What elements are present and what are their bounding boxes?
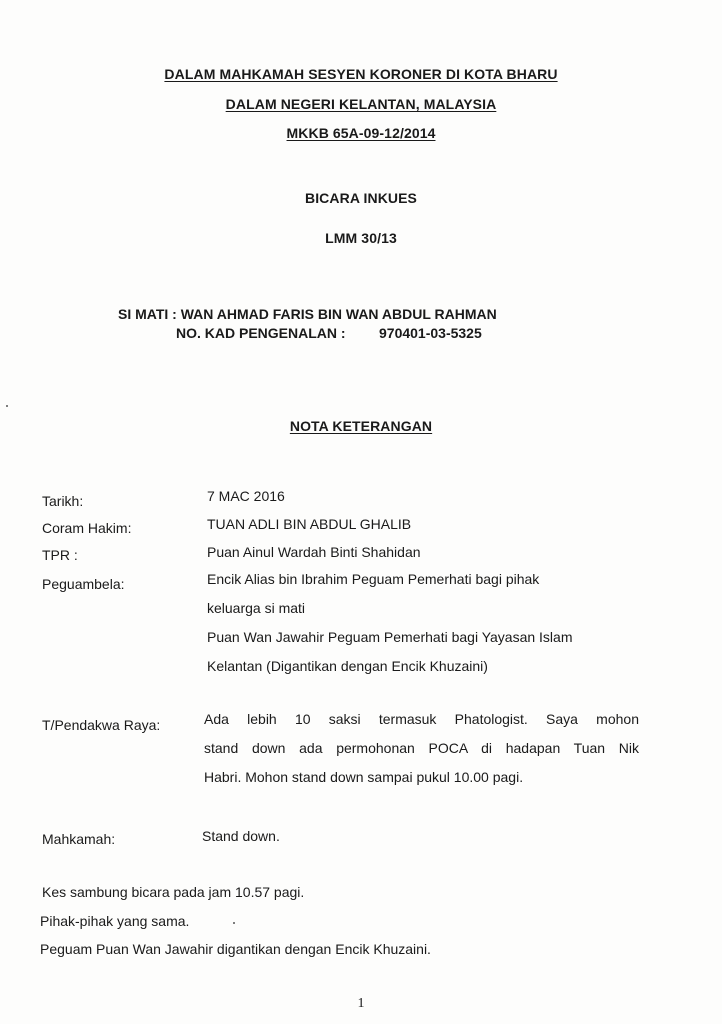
statement-line: Habri. Mohon stand down sampai pukul 10.00 pagi.	[204, 769, 524, 785]
date-value: 7 MAC 2016	[207, 488, 285, 504]
ic-number: 970401-03-5325	[379, 325, 482, 341]
tpr-value: Puan Ainul Wardah Binti Shahidan	[207, 544, 421, 560]
scan-speck	[6, 405, 8, 407]
section-title: NOTA KETERANGAN	[289, 418, 433, 434]
ic-label: NO. KAD PENGENALAN :	[176, 325, 346, 341]
judge-value: TUAN ADLI BIN ABDUL GHALIB	[207, 516, 412, 532]
court-label: Mahkamah:	[42, 831, 116, 847]
page-number: 1	[357, 996, 365, 1011]
case-number: MKKB 65A-09-12/2014	[286, 125, 436, 141]
counsel-line: Kelantan (Digantikan dengan Encik Khuzaini)	[207, 658, 488, 674]
counsel-line: keluarga si mati	[207, 600, 306, 616]
court-title: DALAM MAHKAMAH SESYEN KORONER DI KOTA BHARU	[164, 66, 558, 82]
counsel-line: Puan Wan Jawahir Peguam Pemerhati bagi Yayasan Islam	[207, 629, 573, 645]
scan-speck	[233, 922, 235, 924]
deceased-name: SI MATI : WAN AHMAD FARIS BIN WAN ABDUL RAHMAN	[118, 306, 497, 322]
counsel-replacement-note: Peguam Puan Wan Jawahir digantikan dengan Encik Khuzaini.	[40, 941, 431, 957]
tpr-label: TPR :	[42, 547, 78, 563]
judge-label: Coram Hakim:	[42, 520, 132, 536]
counsel-label: Peguambela:	[42, 576, 125, 592]
counsel-line: Encik Alias bin Ibrahim Peguam Pemerhati bagi pihak	[207, 571, 540, 587]
reference-number: LMM 30/13	[325, 230, 397, 246]
proceeding-title: BICARA INKUES	[304, 190, 417, 206]
resume-note: Kes sambung bicara pada jam 10.57 pagi.	[42, 884, 305, 900]
prosecutor-statement	[204, 705, 639, 792]
prosecutor-label: T/Pendakwa Raya:	[42, 717, 161, 733]
parties-note: Pihak-pihak yang sama.	[40, 913, 190, 929]
date-label: Tarikh:	[42, 493, 84, 509]
statement-line: Ada lebih 10 saksi termasuk Phatologist. Saya mohon	[204, 711, 639, 727]
counsel-block	[207, 565, 639, 681]
court-state: DALAM NEGERI KELANTAN, MALAYSIA	[225, 96, 497, 112]
statement-line: stand down ada permohonan POCA di hadapan Tuan Nik	[204, 740, 639, 756]
court-ruling: Stand down.	[202, 828, 280, 844]
